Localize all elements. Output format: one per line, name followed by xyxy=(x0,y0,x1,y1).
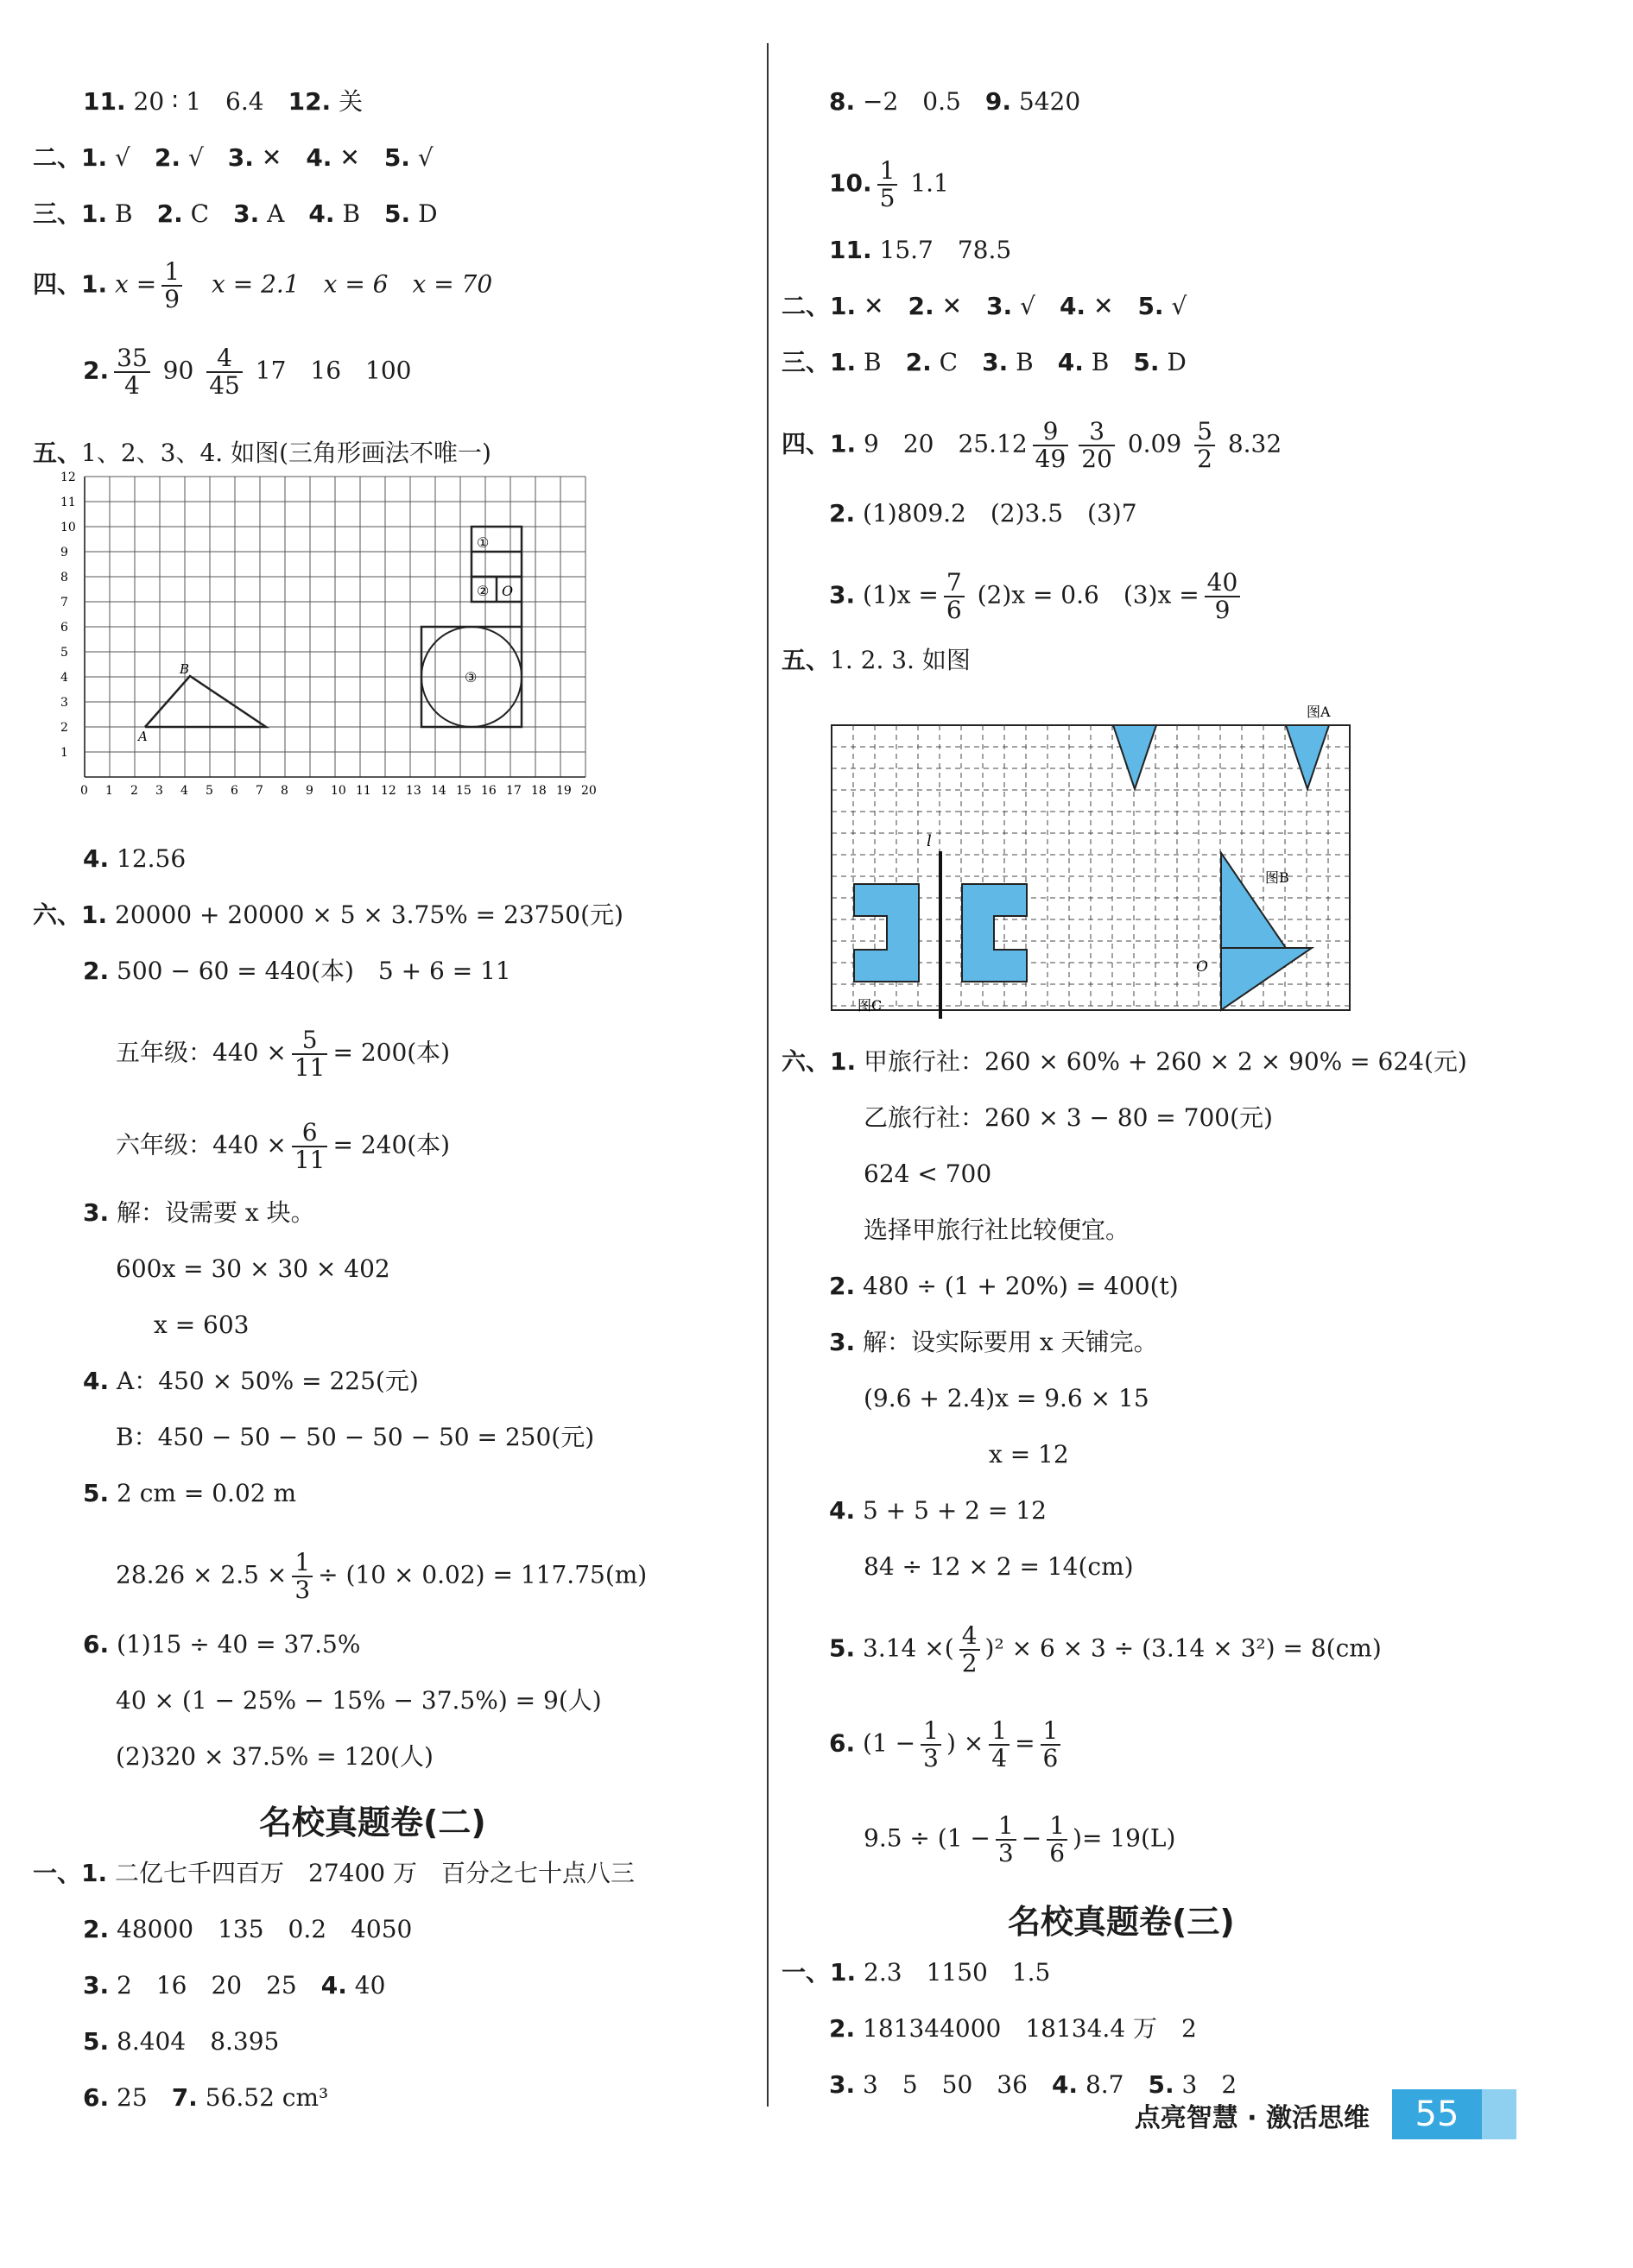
section-label: 六、 xyxy=(782,1047,831,1076)
answer-line xyxy=(829,2012,1197,2046)
answer-line xyxy=(83,2081,328,2115)
section-label: 六、 xyxy=(33,900,82,929)
x-tick-label: 17 xyxy=(506,784,522,798)
answer-text: 40 xyxy=(354,1971,386,2000)
x-tick-label: 13 xyxy=(406,784,421,798)
item-number: 3. xyxy=(233,199,260,228)
answer-text: = 240(本) xyxy=(332,1130,451,1159)
answer-line: 9.5 ÷ (1 − $\frac{1}{3}$ − $\frac{1}{6}$ )= 19(L) xyxy=(864,1811,1176,1867)
answer-text: ✕ xyxy=(339,143,360,172)
answer-line xyxy=(116,1550,647,1603)
y-tick-label: 2 xyxy=(60,721,68,735)
item-number: 4. xyxy=(306,143,332,172)
answer-text: 1.1 xyxy=(910,168,949,198)
answer-text: 六年级：440 × xyxy=(116,1130,287,1159)
answer-line xyxy=(83,842,186,876)
axis-label: l xyxy=(927,832,932,850)
item-number: 6. xyxy=(83,1630,110,1658)
answer-line xyxy=(782,1955,1050,1990)
section-label: 一、 xyxy=(33,1859,82,1887)
item-number: 7. xyxy=(171,2083,198,2112)
answer-text: D xyxy=(418,199,438,228)
answer-text: 8.404 8.395 xyxy=(117,2027,280,2056)
answer-line xyxy=(829,496,1137,531)
x-tick-label: 19 xyxy=(556,784,572,798)
fraction: $\frac{1}{4}$ xyxy=(989,1718,1010,1772)
answer-text: 乙旅行社：260 × 3 − 80 = 700(元) xyxy=(864,1103,1273,1132)
answer-line xyxy=(829,1269,1179,1304)
x-tick-label: 14 xyxy=(431,784,446,798)
fraction: $\frac{5}{11}$ xyxy=(292,1027,328,1081)
item-number: 1. xyxy=(830,1047,857,1076)
label-circle-2: ② xyxy=(477,583,490,599)
figure-a-triangle-original xyxy=(1113,725,1156,789)
y-tick-label: 8 xyxy=(60,571,68,584)
answer-text: D xyxy=(1167,348,1187,376)
item-number: 3. xyxy=(829,580,856,610)
x-tick-label: 10 xyxy=(331,784,346,798)
answer-text: 2.3 1150 1.5 xyxy=(864,1958,1051,1987)
answer-text: C xyxy=(939,348,959,376)
equation: x = xyxy=(115,269,157,299)
figure-c-mirrored xyxy=(962,884,1027,982)
fraction: $\frac{35}{4}$ xyxy=(114,345,150,399)
answer-line xyxy=(782,419,1282,472)
item-number: 5. xyxy=(384,199,411,228)
answer-text: = 200(本) xyxy=(332,1038,451,1067)
figure-b-label: 图B xyxy=(1265,869,1289,886)
item-number: 6. xyxy=(83,2083,110,2112)
item-number: 9. xyxy=(984,87,1011,116)
answer-text: 17 16 100 xyxy=(255,356,412,385)
page-number: 55 xyxy=(1392,2089,1482,2139)
label-circle-1: ① xyxy=(477,534,490,551)
item-number: 5. xyxy=(83,2027,110,2056)
item-number: 4. xyxy=(83,1367,110,1395)
answer-line xyxy=(33,197,438,231)
item-number: 12. xyxy=(288,87,332,116)
answer-line: 5. 3.14 ×( $\frac{4}{2}$ )² × 6 × 3 ÷ (3.14 × 3²) = 8(cm) xyxy=(829,1621,1382,1677)
answer-text: A：450 × 50% = 225(元) xyxy=(117,1367,419,1395)
fraction: $\frac{1}{6}$ xyxy=(1047,1813,1067,1867)
answer-text: (1)x = xyxy=(863,580,939,610)
section-label: 五、 xyxy=(33,439,82,467)
answer-text: 关 xyxy=(339,87,364,116)
section-label: 二、 xyxy=(782,292,831,320)
x-tick-label: 18 xyxy=(531,784,547,798)
answer-line xyxy=(83,1968,385,2003)
answer-text: 解：设实际要用 x 天铺完。 xyxy=(863,1328,1158,1356)
item-number: 4. xyxy=(829,1496,856,1525)
item-number: 4. xyxy=(1059,292,1086,320)
answer-text: 56.52 cm³ xyxy=(205,2083,329,2112)
fraction: $\frac{1}{6}$ xyxy=(1041,1718,1061,1772)
answer-line xyxy=(829,1325,1158,1360)
equation: x = 2.1 x = 6 x = 70 xyxy=(212,269,493,299)
answer-text: 25 xyxy=(117,2083,148,2112)
left-column xyxy=(33,0,758,2124)
item-number: 2. xyxy=(154,143,181,172)
answer-text: 480 ÷ (1 + 20%) = 400(t) xyxy=(863,1272,1179,1300)
label-circle-3: ③ xyxy=(465,669,478,685)
fraction: $\frac{6}{11}$ xyxy=(292,1120,328,1173)
right-column xyxy=(782,0,1541,2124)
y-tick-label: 12 xyxy=(60,471,76,484)
answer-line xyxy=(33,141,434,175)
answer-text: C xyxy=(190,199,210,228)
x-tick-label: 4 xyxy=(180,784,188,798)
y-tick-label: 4 xyxy=(60,671,68,685)
answer-line xyxy=(83,2025,279,2059)
item-number: 3. xyxy=(986,292,1013,320)
item-number: 2. xyxy=(83,957,110,985)
item-number: 3. xyxy=(829,2070,856,2099)
item-number: 1. xyxy=(81,143,108,172)
item-number: 2. xyxy=(156,199,183,228)
answer-line xyxy=(83,1196,315,1230)
item-number: 1. xyxy=(830,348,857,376)
fraction: $\frac{7}{6}$ xyxy=(944,570,965,623)
item-number: 8. xyxy=(829,87,856,116)
answer-text: −2 0.5 xyxy=(863,87,961,116)
answer-text: (1)15 ÷ 40 = 37.5% xyxy=(117,1630,361,1658)
item-number: 2. xyxy=(829,499,856,528)
answer-text: √ xyxy=(1020,292,1035,320)
answer-text: 3.14 × xyxy=(863,1633,945,1663)
answer-text: 5 + 5 + 2 = 12 xyxy=(863,1496,1047,1525)
answer-text: B：450 − 50 − 50 − 50 − 50 = 250(元) xyxy=(116,1423,595,1451)
x-tick-label: 3 xyxy=(155,784,163,798)
x-tick-label: 16 xyxy=(481,784,497,798)
section-label: 三、 xyxy=(33,199,82,228)
fraction: $\frac{1}{5}$ xyxy=(877,158,898,212)
answer-line xyxy=(83,954,511,989)
fraction: $\frac{4}{2}$ xyxy=(959,1623,980,1677)
answer-text: 8.7 xyxy=(1085,2070,1124,2099)
answer-text: 15.7 78.5 xyxy=(879,236,1012,264)
section-label: 四、 xyxy=(782,429,831,458)
answer-text: ² × 6 × 3 ÷ (3.14 × 3²) = 8(cm) xyxy=(994,1633,1382,1663)
rotation-center-label: O xyxy=(1196,958,1208,976)
x-tick-label: 11 xyxy=(356,784,371,798)
answer-line xyxy=(829,570,1245,623)
answer-text: 624 < 700 xyxy=(864,1159,992,1188)
answer-line xyxy=(83,345,411,399)
item-number: 2. xyxy=(829,2014,856,2043)
point-b-label: B xyxy=(180,661,190,677)
answer-text: ✕ xyxy=(261,143,282,172)
answer-text: 3 5 50 36 xyxy=(863,2070,1028,2099)
item-number: 5. xyxy=(1148,2070,1174,2099)
figure-b-triangle xyxy=(1221,853,1286,948)
y-tick-label: 10 xyxy=(60,521,76,534)
x-tick-label: 7 xyxy=(256,784,263,798)
answer-text: 500 − 60 = 440(本) 5 + 6 = 11 xyxy=(117,957,511,985)
y-tick-label: 1 xyxy=(60,746,68,760)
answer-line xyxy=(83,1627,360,1662)
answer-text: 9 20 25.12 xyxy=(864,429,1028,458)
item-number: 3. xyxy=(227,143,254,172)
section-title: 名校真题卷(三) xyxy=(1008,1903,1235,1941)
answer-text: 1. 2. 3. 如图 xyxy=(830,646,971,674)
section-label: 一、 xyxy=(782,1958,831,1987)
answer-text: = 19(L) xyxy=(1081,1823,1176,1853)
answer-text: 5420 xyxy=(1018,87,1081,116)
answer-text: 12.56 xyxy=(117,844,187,873)
answer-line xyxy=(83,85,363,119)
answer-text: 3 2 xyxy=(1181,2070,1237,2099)
y-tick-label: 7 xyxy=(60,596,68,610)
answer-line xyxy=(33,898,623,932)
figure-a-label: 图A xyxy=(1307,704,1331,720)
x-tick-label: 5 xyxy=(206,784,213,798)
item-number: 1. xyxy=(81,269,108,299)
answer-line xyxy=(782,289,1187,324)
answer-text: 28.26 × 2.5 × xyxy=(116,1560,288,1589)
answer-text: ✕ xyxy=(864,292,884,320)
item-number: 1. xyxy=(81,900,108,929)
item-number: 1. xyxy=(81,199,108,228)
fraction: $\frac{1}{3}$ xyxy=(292,1550,313,1603)
answer-line xyxy=(829,85,1080,119)
x-tick-label: 0 xyxy=(80,784,88,798)
item-number: 5. xyxy=(1137,292,1164,320)
answer-text: 1、2、3、4. 如图(三角形画法不唯一) xyxy=(81,439,491,467)
answer-text: x = 603 xyxy=(154,1311,250,1339)
item-number: 10. xyxy=(829,168,872,198)
answer-text: √ xyxy=(1171,292,1187,320)
item-number: 2. xyxy=(83,356,110,385)
item-number: 3. xyxy=(83,1971,110,2000)
section-label: 五、 xyxy=(782,646,831,674)
answer-text: 20 ∶ 1 6.4 xyxy=(133,87,264,116)
answer-text: 选择甲旅行社比较便宜。 xyxy=(864,1216,1130,1244)
item-number: 4. xyxy=(83,844,110,873)
answer-text: 甲旅行社：260 × 60% + 260 × 2 × 90% = 624(元) xyxy=(864,1047,1467,1076)
answer-text: 2 cm = 0.02 m xyxy=(117,1479,297,1507)
point-a-label: A xyxy=(138,729,148,744)
item-number: 2. xyxy=(83,1915,110,1943)
answer-text: x = 12 xyxy=(989,1440,1069,1469)
answer-line xyxy=(829,158,949,212)
answer-text: A xyxy=(267,199,285,228)
answer-text: 二亿七千四百万 27400 万 百分之七十点八三 xyxy=(115,1859,636,1887)
x-tick-label: 15 xyxy=(456,784,472,798)
fraction: $\frac{3}{20}$ xyxy=(1079,419,1115,472)
item-number: 3. xyxy=(83,1198,110,1227)
answer-text: 40 × (1 − 25% − 15% − 37.5%) = 9(人) xyxy=(116,1686,602,1715)
answer-line xyxy=(83,1476,296,1511)
answer-text: 20000 + 20000 × 5 × 3.75% = 23750(元) xyxy=(115,900,623,929)
answer-text: 600x = 30 × 30 × 402 xyxy=(116,1254,390,1283)
answer-line xyxy=(83,1912,412,1947)
item-number: 1. xyxy=(830,429,857,458)
answer-line: 6. (1 − $\frac{1}{3}$ ) × $\frac{1}{4}$ = $\frac{1}{6}$ xyxy=(829,1718,1066,1772)
answer-text: (1)809.2 (2)3.5 (3)7 xyxy=(863,499,1137,528)
answer-text: B xyxy=(1091,348,1110,376)
item-number: 4. xyxy=(308,199,335,228)
answer-line xyxy=(116,1120,450,1173)
label-o: O xyxy=(502,583,514,599)
answer-text: ÷ (10 × 0.02) = 117.75(m) xyxy=(318,1560,648,1589)
y-tick-label: 6 xyxy=(60,621,68,635)
answer-line xyxy=(782,1045,1467,1079)
answer-text: 90 xyxy=(162,356,194,385)
answer-line xyxy=(33,259,492,313)
answer-text: 48000 135 0.2 4050 xyxy=(117,1915,413,1943)
answer-text: B xyxy=(115,199,133,228)
item-number: 4. xyxy=(1057,348,1084,376)
item-number: 3. xyxy=(829,1328,856,1356)
item-number: 3. xyxy=(982,348,1009,376)
answer-line xyxy=(829,1494,1047,1528)
item-number: 5. xyxy=(83,1479,110,1507)
fraction: $\frac{4}{45}$ xyxy=(206,345,243,399)
x-tick-label: 1 xyxy=(105,784,113,798)
answer-text: 181344000 18134.4 万 2 xyxy=(863,2014,1197,2043)
item-number: 5. xyxy=(383,143,410,172)
answer-text: B xyxy=(1016,348,1034,376)
item-number: 11. xyxy=(83,87,126,116)
answer-text: (9.6 + 2.4)x = 9.6 × 15 xyxy=(864,1384,1149,1412)
item-number: 2. xyxy=(829,1272,856,1300)
figure-b-rotated xyxy=(1221,948,1312,1010)
item-number: 4. xyxy=(320,1971,347,2000)
section-label: 四、 xyxy=(33,269,82,299)
column-divider xyxy=(767,43,769,2107)
fraction: $\frac{1}{3}$ xyxy=(921,1718,941,1772)
section-label: 三、 xyxy=(782,348,831,376)
answer-text: B xyxy=(864,348,882,376)
item-number: 2. xyxy=(905,348,932,376)
transformation-grid-figure xyxy=(823,699,1358,1027)
fraction: $\frac{40}{9}$ xyxy=(1205,570,1241,623)
answer-text: ✕ xyxy=(1092,292,1114,320)
answer-text: 84 ÷ 12 × 2 = 14(cm) xyxy=(864,1552,1134,1581)
item-number: 1. xyxy=(830,1958,857,1987)
y-tick-label: 3 xyxy=(60,696,68,710)
item-number: 5. xyxy=(829,1633,856,1663)
answer-line xyxy=(33,1856,635,1891)
answer-text: √ xyxy=(187,143,204,172)
item-number: 1. xyxy=(830,292,857,320)
answer-line xyxy=(782,643,971,678)
answer-text: √ xyxy=(115,143,130,172)
answer-line xyxy=(83,1364,419,1399)
fraction: $\frac{5}{2}$ xyxy=(1194,419,1215,472)
figure-c-label: 图C xyxy=(858,997,883,1014)
x-tick-label: 2 xyxy=(130,784,138,798)
answer-text: √ xyxy=(417,143,434,172)
answer-text: ✕ xyxy=(941,292,963,320)
answer-text: 0.09 xyxy=(1127,429,1182,458)
item-number: 5. xyxy=(1133,348,1160,376)
answer-text: 2 16 20 25 xyxy=(117,1971,297,2000)
section-label: 二、 xyxy=(33,143,82,172)
section-title: 名校真题卷(二) xyxy=(259,1804,486,1842)
answer-text: 五年级：440 × xyxy=(116,1038,287,1067)
figure-c-original xyxy=(854,884,919,982)
answer-text: 8.32 xyxy=(1227,429,1282,458)
item-number: 4. xyxy=(1051,2070,1079,2099)
x-tick-label: 6 xyxy=(231,784,238,798)
fraction: $\frac{1}{3}$ xyxy=(996,1813,1016,1867)
answer-text: 9.5 ÷ xyxy=(864,1823,930,1853)
x-tick-label: 9 xyxy=(306,784,313,798)
figure-a-triangle-moved xyxy=(1286,725,1329,789)
y-tick-label: 9 xyxy=(60,546,68,559)
answer-line xyxy=(782,345,1187,380)
item-number: 6. xyxy=(829,1728,856,1758)
y-tick-label: 11 xyxy=(60,496,76,509)
x-tick-label: 8 xyxy=(281,784,288,798)
item-number: 1. xyxy=(81,1859,108,1887)
fraction: $\frac{9}{49}$ xyxy=(1033,419,1069,472)
answer-line xyxy=(829,233,1011,268)
answer-text: 解：设需要 x 块。 xyxy=(117,1198,315,1227)
item-number: 11. xyxy=(829,236,872,264)
x-tick-label: 20 xyxy=(581,784,597,798)
coordinate-grid-figure xyxy=(59,471,663,833)
fraction: $\frac{1}{9}$ xyxy=(161,259,182,313)
item-number: 2. xyxy=(908,292,934,320)
footer-slogan: 点亮智慧 · 激活思维 xyxy=(1134,2103,1370,2133)
y-tick-label: 5 xyxy=(60,646,68,660)
answer-text: B xyxy=(342,199,361,228)
answer-line xyxy=(116,1027,450,1081)
answer-text: (2)x = 0.6 (3)x = xyxy=(977,580,1199,610)
answer-line xyxy=(33,436,491,471)
answer-text: (2)320 × 37.5% = 120(人) xyxy=(116,1742,434,1771)
x-tick-label: 12 xyxy=(381,784,396,798)
